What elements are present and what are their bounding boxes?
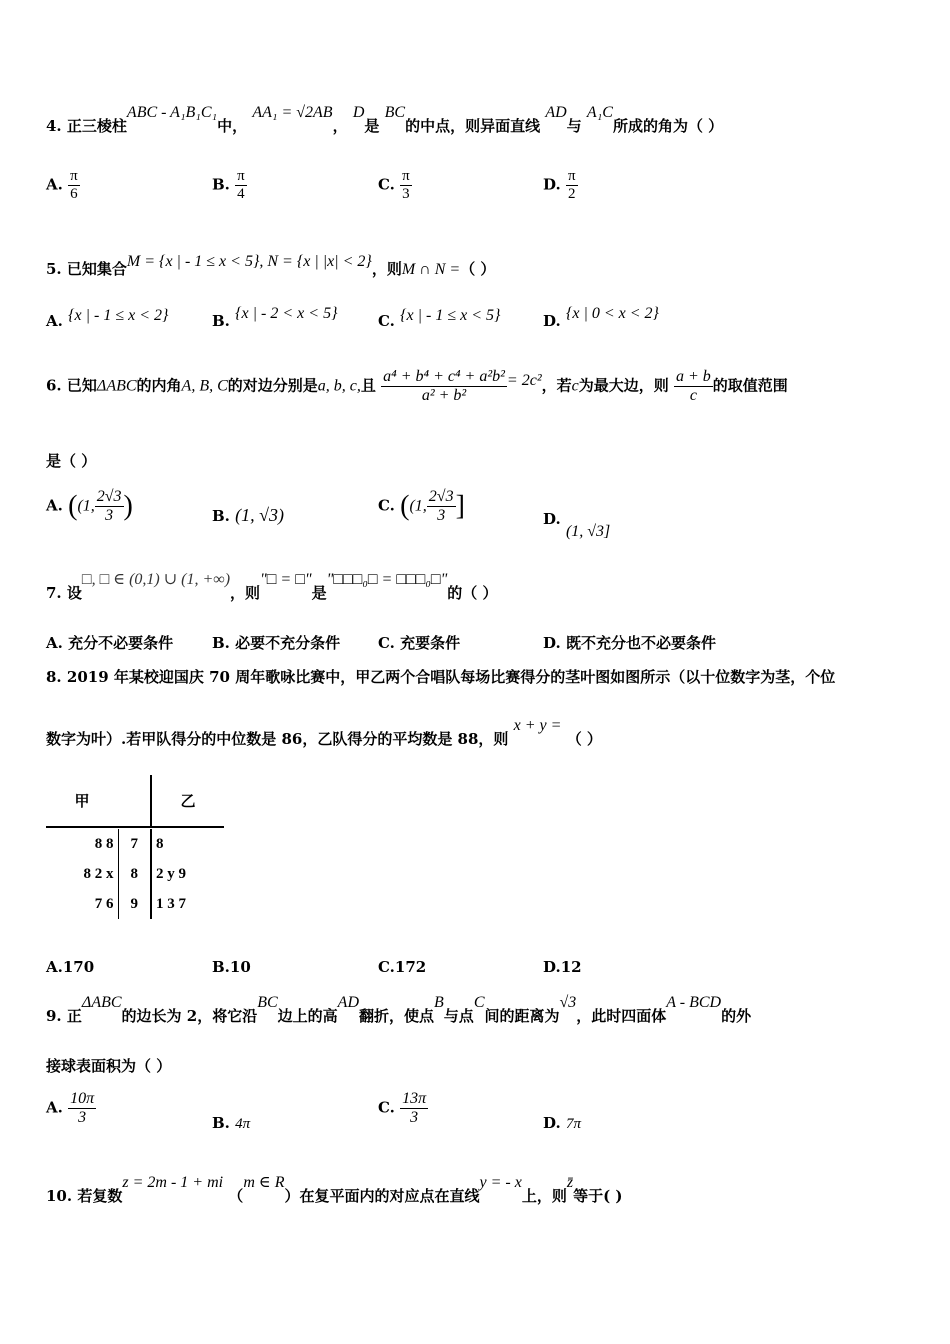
stem-row-stem: 9 (118, 889, 151, 919)
question-8-stem-cont: 数字为叶）.若甲队得分的中位数是 86，乙队得分的平均数是 88，则 x + y = （ ） (46, 717, 602, 748)
question-5-stem: 5. 已知集合M = {x | - 1 ≤ x < 5}, N = {x | |x| < 2}，则M ∩ N =（ ） (46, 253, 496, 278)
q5-option-c[interactable]: C. {x | - 1 ≤ x < 5} (378, 307, 501, 330)
q7-option-c[interactable]: C. 充要条件 (378, 634, 461, 652)
stem-row-stem: 7 (118, 829, 151, 859)
q6-condition-fraction: $\frac{\text{a⁴ + b⁴ + c⁴ + a²b²}}{\text{a² + b²}}$ (383, 368, 505, 404)
question-10-stem: 10. 若复数z = 2m - 1 + mi （m ∈ R）在复平面内的对应点在直线y = - x上，则z̄等于( ) (46, 1174, 623, 1205)
q5-option-d[interactable]: D. {x | 0 < x < 2} (543, 305, 659, 330)
q4-option-a[interactable]: A. $\frac{\pi}{6}$ (46, 168, 78, 202)
stem-row-left: 8 2 x (83, 865, 114, 882)
stem-row-right: 2 y 9 (151, 859, 224, 889)
q5-option-b[interactable]: B. {x | - 2 < x < 5} (212, 305, 338, 330)
q8-option-d[interactable]: D.12 (543, 958, 582, 976)
question-9-stem: 9. 正ΔABC的边长为 2，将它沿BC边上的高AD翻折，使点B与点C间的距离为√3，此时四面体A - BCD的外 (46, 994, 752, 1025)
stem-leaf-plot (46, 775, 224, 919)
question-6-stem: 6. 已知ΔABC的内角A, B, C的对边分别是a, b, c,且 $\frac{\text{a⁴ + b⁴ + c⁴ + a²b²}}{\text{a² + b²}}$ = 2c²，若c为最大边，则 $\frac{a + b}{c}$ 的取值范围 (46, 368, 788, 404)
q9-option-d[interactable]: D. 7π (543, 1114, 581, 1132)
q6-option-c[interactable]: C. ((1, $\frac{2√3}{3}$ ] (378, 488, 465, 524)
q9-option-b[interactable]: B. 4π (212, 1114, 251, 1132)
q9-option-c[interactable]: C. $\frac{13\pi}{3}$ (378, 1090, 427, 1126)
question-4-stem: 4. 正三棱柱ABC - A₁B₁C₁中， AA₁ = √2AB， D是 BC的中点，则异面直线 AD与 A₁C所成的角为（ ） (46, 104, 724, 135)
q7-option-d[interactable]: D. 既不充分也不必要条件 (543, 634, 716, 652)
stem-row-stem: 8 (118, 859, 151, 889)
question-8-stem: 8. 2019 年某校迎国庆 70 周年歌咏比赛中，甲乙两个合唱队每场比赛得分的茎叶图如图所示（以十位数字为茎，个位 (46, 668, 836, 686)
stem-header-yi: 乙 (151, 775, 224, 827)
q6-option-a[interactable]: A. ((1, $\frac{2√3}{3}$ ) (46, 488, 133, 524)
stem-row-right: 1 3 7 (151, 889, 224, 919)
question-9-stem-cont: 接球表面积为（ ） (46, 1057, 172, 1075)
q4-option-b[interactable]: B. $\frac{\pi}{4}$ (212, 168, 245, 202)
q9-option-a[interactable]: A. $\frac{10\pi}{3}$ (46, 1090, 95, 1126)
q8-option-a[interactable]: A.170 (46, 958, 95, 976)
q4-option-d[interactable]: D. $\frac{\pi}{2}$ (543, 168, 576, 202)
stem-header-jia: 甲 (74, 794, 90, 810)
stem-row-left: 7 6 (94, 895, 114, 912)
stem-row-right: 8 (151, 829, 224, 859)
q6-option-b[interactable]: B. (1, √3) (212, 505, 285, 525)
q7-option-b[interactable]: B. 必要不充分条件 (212, 634, 341, 652)
q7-option-a[interactable]: A. 充分不必要条件 (46, 634, 174, 652)
question-6-stem-cont: 是（ ） (46, 452, 97, 470)
q6-target-fraction: $\frac{a + b}{c}$ (676, 368, 711, 404)
q8-option-c[interactable]: C.172 (378, 958, 427, 976)
question-7-stem: 7. 设□, □ ∈ (0,1) ∪ (1, +∞)，则"□ = □"是"□□□₀□ = □□□₀□"的（ ） (46, 571, 498, 602)
q4-option-c[interactable]: C. $\frac{\pi}{3}$ (378, 168, 410, 202)
q8-option-b[interactable]: B.10 (212, 958, 251, 976)
stem-row-left: 8 8 (94, 835, 114, 852)
q5-option-a[interactable]: A. {x | - 1 ≤ x < 2} (46, 307, 169, 330)
q6-option-d[interactable]: D. (1, √3] (543, 510, 611, 540)
